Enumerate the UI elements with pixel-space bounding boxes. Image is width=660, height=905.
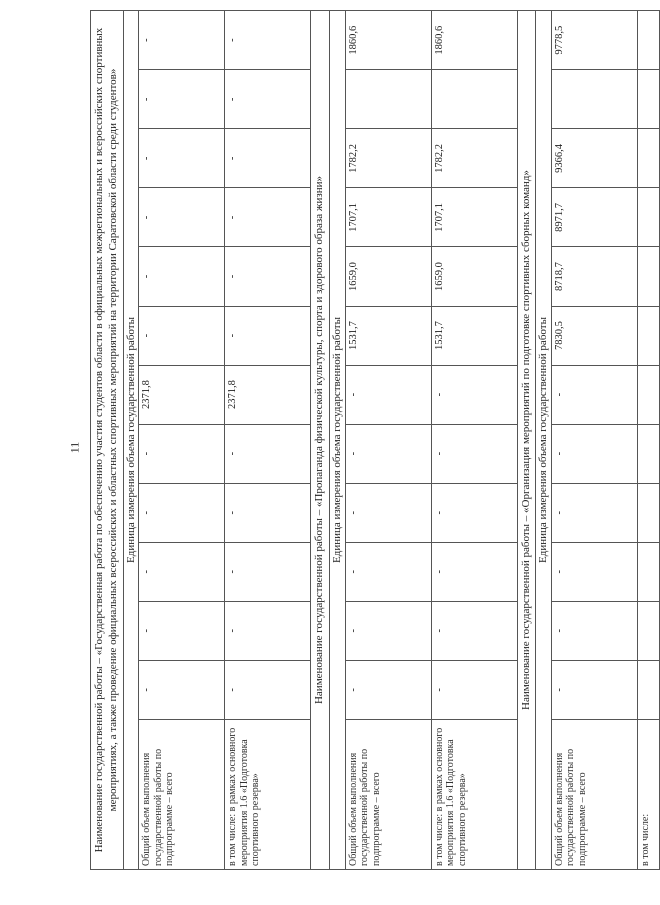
value-cell: - <box>225 306 311 365</box>
value-cell: - <box>139 542 225 601</box>
value-cell <box>551 70 637 129</box>
row-label: Общий объем выполнения государственной работы по подпрограмме – всего <box>551 719 637 869</box>
value-cell <box>637 424 659 483</box>
value-cell: 1659,0 <box>431 247 517 306</box>
unit-row <box>123 11 139 870</box>
value-cell: - <box>551 424 637 483</box>
table-row <box>345 11 431 870</box>
value-cell: - <box>345 365 431 424</box>
value-cell <box>637 247 659 306</box>
value-cell: - <box>431 483 517 542</box>
unit-row <box>329 11 345 870</box>
section-title-row <box>91 11 124 870</box>
section-title-row <box>311 11 330 870</box>
row-label: в том числе: <box>637 719 659 869</box>
state-work-volume-table <box>90 10 660 870</box>
value-cell: - <box>225 70 311 129</box>
value-cell: - <box>225 11 311 70</box>
value-cell: - <box>139 70 225 129</box>
value-cell: 7830,5 <box>551 306 637 365</box>
table-row <box>225 11 311 870</box>
unit-row <box>536 11 552 870</box>
section-title-row <box>517 11 536 870</box>
value-cell: - <box>139 247 225 306</box>
value-cell <box>637 601 659 660</box>
rotated-table-container <box>90 10 651 870</box>
value-cell: - <box>431 601 517 660</box>
value-cell: - <box>139 424 225 483</box>
value-cell <box>637 660 659 719</box>
unit-label: Единица измерения объема государственной работы <box>123 11 139 870</box>
unit-label: Единица измерения объема государственной работы <box>329 11 345 870</box>
value-cell: - <box>139 660 225 719</box>
value-cell: - <box>225 601 311 660</box>
page-number: 11 <box>67 441 82 454</box>
value-cell: 1531,7 <box>345 306 431 365</box>
value-cell: - <box>551 542 637 601</box>
value-cell: 8718,7 <box>551 247 637 306</box>
value-cell: - <box>225 129 311 188</box>
table-row <box>431 11 517 870</box>
value-cell: 1860,6 <box>431 11 517 70</box>
value-cell <box>637 188 659 247</box>
value-cell <box>637 483 659 542</box>
value-cell: - <box>345 542 431 601</box>
value-cell: - <box>139 11 225 70</box>
value-cell: - <box>139 483 225 542</box>
row-label: Общий объем выполнения государственной работы по подпрограмме – всего <box>345 719 431 869</box>
value-cell: - <box>345 601 431 660</box>
value-cell: - <box>225 247 311 306</box>
value-cell <box>637 129 659 188</box>
value-cell: - <box>551 483 637 542</box>
value-cell: 1659,0 <box>345 247 431 306</box>
row-label: в том числе: в рамках основного мероприятия 1.6 «Подготовка спортивного резерва» <box>225 719 311 869</box>
value-cell <box>345 70 431 129</box>
value-cell: 1782,2 <box>345 129 431 188</box>
value-cell: - <box>431 660 517 719</box>
value-cell: - <box>225 660 311 719</box>
table-row <box>551 11 637 870</box>
value-cell: 2371,8 <box>139 365 225 424</box>
value-cell: 8971,7 <box>551 188 637 247</box>
value-cell: - <box>345 660 431 719</box>
value-cell: - <box>431 542 517 601</box>
value-cell <box>637 542 659 601</box>
section-title: Наименование государственной работы – «Государственная работа по обеспечению участия студентов области в официальных межрегиональных и всероссийских спортивных мероприятиях, а также проведение официальных всероссийских и областных спортивных мероприятий на территории Саратовской области среди студентов» <box>91 11 124 870</box>
value-cell: - <box>551 660 637 719</box>
value-cell: 1531,7 <box>431 306 517 365</box>
value-cell: - <box>345 483 431 542</box>
value-cell: - <box>431 424 517 483</box>
value-cell: - <box>225 424 311 483</box>
value-cell: - <box>139 601 225 660</box>
value-cell: - <box>551 601 637 660</box>
value-cell <box>637 11 659 70</box>
value-cell: - <box>345 424 431 483</box>
value-cell: - <box>139 306 225 365</box>
unit-label: Единица измерения объема государственной работы <box>536 11 552 870</box>
value-cell: - <box>139 188 225 247</box>
value-cell: - <box>225 542 311 601</box>
table-row <box>637 11 659 870</box>
value-cell: 1707,1 <box>345 188 431 247</box>
table-row <box>139 11 225 870</box>
row-label: в том числе: в рамках основного мероприятия 1.6 «Подготовка спортивного резерва» <box>431 719 517 869</box>
value-cell: 1782,2 <box>431 129 517 188</box>
value-cell: 1707,1 <box>431 188 517 247</box>
value-cell: - <box>225 483 311 542</box>
section-title: Наименование государственной работы – «Пропаганда физической культуры, спорта и здорового образа жизни» <box>311 11 330 870</box>
value-cell: - <box>551 365 637 424</box>
value-cell: 1860,6 <box>345 11 431 70</box>
value-cell: - <box>431 365 517 424</box>
value-cell: 9366,4 <box>551 129 637 188</box>
row-label: Общий объем выполнения государственной работы по подпрограмме – всего <box>139 719 225 869</box>
value-cell: - <box>225 188 311 247</box>
value-cell: 2371,8 <box>225 365 311 424</box>
value-cell: - <box>139 129 225 188</box>
value-cell <box>637 306 659 365</box>
section-title: Наименование государственной работы – «Организация мероприятий по подготовке спортивных сборных команд» <box>517 11 536 870</box>
value-cell <box>431 70 517 129</box>
value-cell <box>637 365 659 424</box>
value-cell <box>637 70 659 129</box>
value-cell: 9778,5 <box>551 11 637 70</box>
